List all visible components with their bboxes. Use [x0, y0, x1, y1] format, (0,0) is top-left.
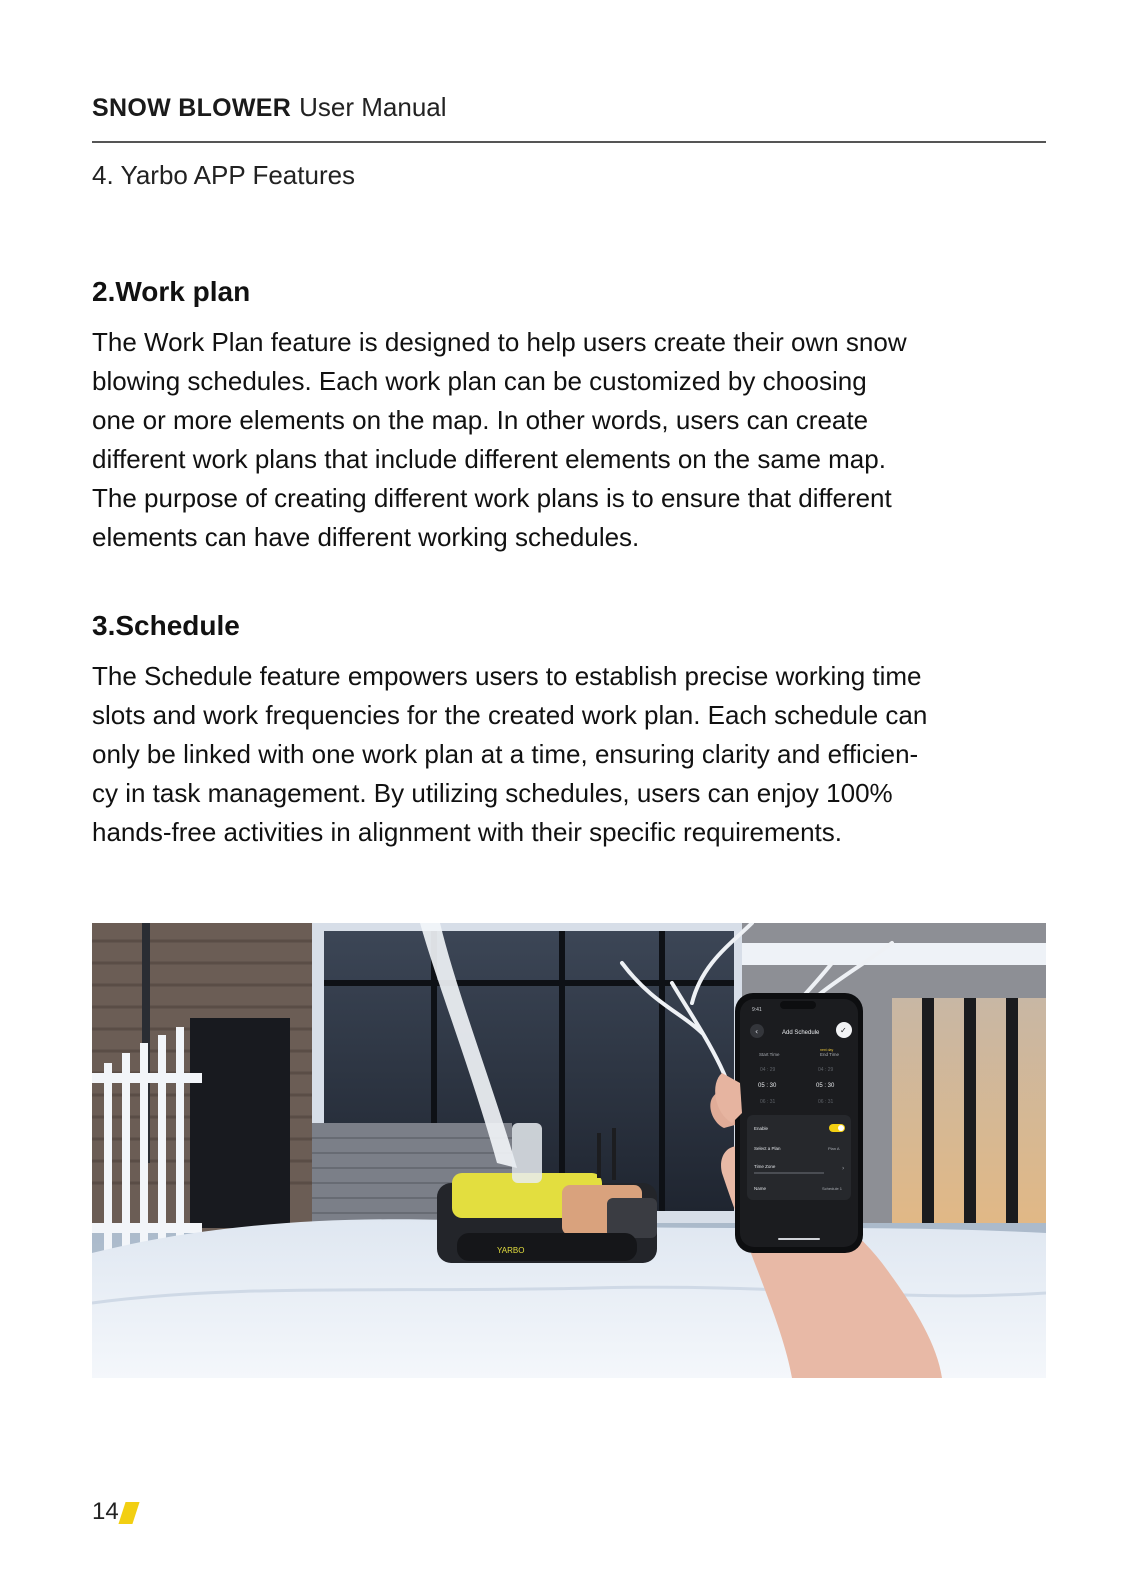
work-plan-line: elements can have different working schedules. [92, 522, 640, 552]
page-header [92, 92, 1034, 142]
home-indicator [778, 1238, 820, 1240]
end-time-next: 06 : 31 [818, 1099, 834, 1105]
snow-blower-photo [92, 923, 1046, 1378]
end-time-value: 05 : 30 [816, 1083, 835, 1089]
page-number: 14 [92, 1498, 119, 1525]
schedule-paragraph [92, 657, 1042, 852]
smartphone [735, 993, 863, 1253]
next-day-tag: next day [820, 1048, 834, 1052]
enable-label: Enable [754, 1126, 769, 1131]
start-time-label: Start Time [759, 1052, 780, 1057]
section-label: 4. Yarbo APP Features [92, 160, 356, 190]
start-time-value: 05 : 30 [758, 1083, 777, 1089]
time-zone-label: Time Zone [754, 1164, 776, 1169]
roof-snow [742, 943, 1046, 965]
work-plan-line: The Work Plan feature is designed to help users create their own snow [92, 327, 907, 357]
name-label: Name [754, 1186, 767, 1191]
header-divider [92, 141, 1046, 143]
work-plan-heading: 2.Work plan [92, 276, 251, 307]
svg-text:‹: ‹ [755, 1027, 759, 1036]
page-accent-mark [118, 1502, 139, 1524]
work-plan-line: blowing schedules. Each work plan can be customized by choosing [92, 366, 867, 396]
schedule-line: hands-free activities in alignment with their specific requirements. [92, 817, 843, 847]
header-subtitle: User Manual [299, 92, 447, 122]
phone-title: Add Schedule [782, 1030, 820, 1036]
select-plan-label: Select a Plan [754, 1146, 781, 1151]
work-plan-paragraph [92, 323, 1042, 557]
front-door [190, 1018, 290, 1228]
schedule-heading: 3.Schedule [92, 610, 240, 641]
schedule-line: The Schedule feature empowers users to establish precise working time [92, 661, 922, 691]
select-plan-value: Plan A [828, 1146, 840, 1151]
end-time-label: End Time [820, 1052, 840, 1057]
work-plan-line: The purpose of creating different work plans is to ensure that different [92, 483, 892, 513]
svg-text:✓: ✓ [840, 1026, 847, 1035]
work-plan-line: one or more elements on the map. In other words, users can create [92, 405, 869, 435]
schedule-line: slots and work frequencies for the created work plan. Each schedule can [92, 700, 928, 730]
end-time-prev: 04 : 29 [818, 1067, 834, 1073]
status-time: 9:41 [752, 1007, 762, 1013]
header-brand: SNOW BLOWER [92, 94, 292, 122]
start-time-prev: 04 : 29 [760, 1067, 776, 1073]
work-plan-line: different work plans that include different elements on the same map. [92, 444, 886, 474]
name-value: Schedule 1 [822, 1186, 843, 1191]
start-time-next: 06 : 31 [760, 1099, 776, 1105]
schedule-line: cy in task management. By utilizing schedules, users can enjoy 100% [92, 778, 893, 808]
robot-brand-label: YARBO [497, 1246, 525, 1255]
schedule-line: only be linked with one work plan at a time, ensuring clarity and efficien- [92, 739, 919, 769]
chevron-right-icon: › [842, 1165, 845, 1172]
